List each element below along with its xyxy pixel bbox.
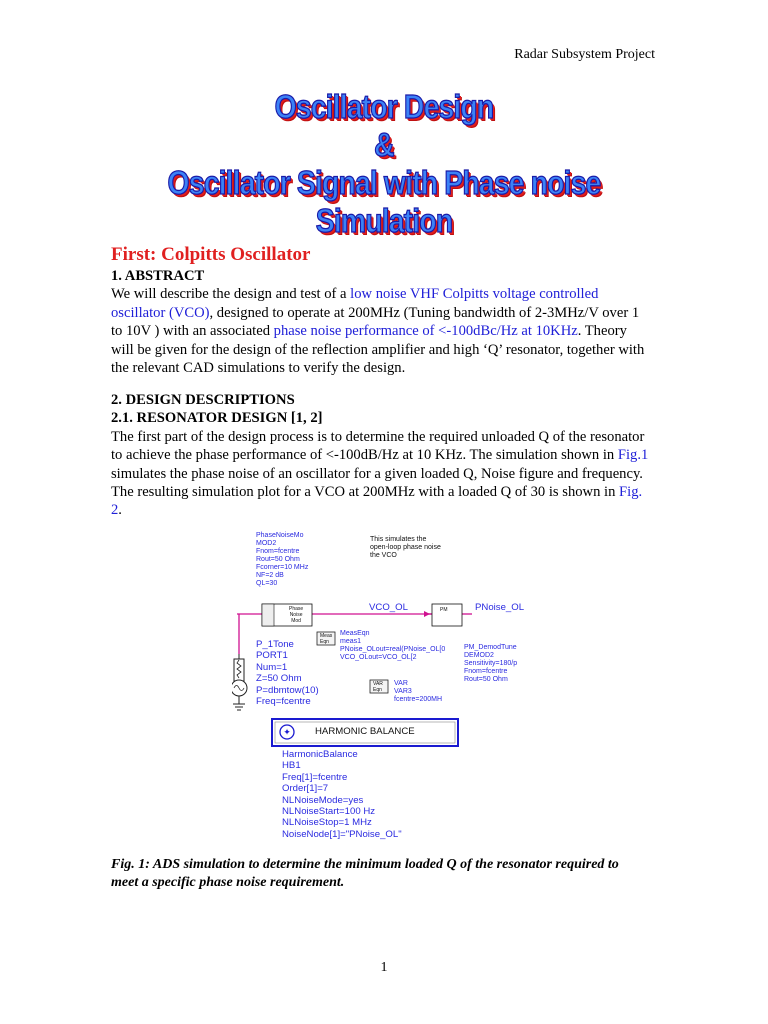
schematic-note: This simulates the open-loop phase noise the VCO xyxy=(370,536,441,559)
harmonic-balance-title: HARMONIC BALANCE xyxy=(315,726,415,737)
abstract-section xyxy=(111,267,651,377)
port-source-params: P_1Tone PORT1 Num=1 Z=50 Ohm P=dbmtow(10) Freq=fcentre xyxy=(256,639,319,708)
fig1-link[interactable]: Fig.1 xyxy=(617,447,649,464)
fig2-link[interactable]: Fig. 2 xyxy=(111,484,643,519)
design-text-3: . xyxy=(118,502,122,519)
title-line-4: Simulation xyxy=(315,202,453,239)
pnoise-ol-node-label: PNoise_OL xyxy=(475,602,525,613)
abstract-heading: 1. ABSTRACT xyxy=(111,268,205,284)
abstract-text-1: We will describe the design and test of a xyxy=(111,286,351,303)
abstract-text-3: . Theory will be given for the design of the reflection amplifier and high ‘Q’ resonator, together with the relevant CAD simulations to verify the design. xyxy=(111,323,645,377)
design-heading: 2. DESIGN DESCRIPTIONS xyxy=(111,392,295,408)
meas-eqn-params: MeasEqn meas1 PNoise_OLout=real(PNoise_OL[0 VCO_OLout=VCO_OL[2 xyxy=(340,630,446,661)
ads-schematic-figure xyxy=(232,532,532,848)
abstract-highlight-vco: low noise VHF Colpitts voltage controlled oscillator (VCO) xyxy=(111,286,599,321)
harmonic-balance-params: HarmonicBalance HB1 Freq[1]=fcentre Order[1]=7 NLNoiseMode=yes NLNoiseStart=100 Hz NLNoiseStop=1 MHz NoiseNode[1]="PNoise_OL" xyxy=(282,749,402,840)
title-line-2: & xyxy=(374,126,394,163)
var-eqn-icon-label: VAR Eqn xyxy=(373,681,383,693)
design-paragraph xyxy=(111,428,651,520)
design-text-2: simulates the phase noise of an oscillator for a given loaded Q, Noise figure and frequency. The resulting simulation plot for a VCO at 200MHz with a loaded Q of 30 is shown in xyxy=(111,465,643,501)
title-line-1: Oscillator Design xyxy=(274,88,494,125)
meas-eqn-icon-label: Meas Eqn xyxy=(320,633,333,645)
abstract-text-2: , designed to operate at 200MHz (Tuning bandwidth of 2-3MHz/V over 1 to 10V ) with an associated xyxy=(111,304,640,340)
title-line-3: Oscillator Signal with Phase noise xyxy=(167,164,601,201)
pm-demod-params: PM_DemodTune DEMOD2 Sensitivity=180/p Fnom=fcentre Rout=50 Ohm xyxy=(464,644,518,683)
document-title xyxy=(0,88,768,240)
abstract-paragraph xyxy=(111,285,651,377)
design-section xyxy=(111,391,651,520)
page-header: Radar Subsystem Project xyxy=(514,47,655,62)
abstract-highlight-phase-noise: phase noise performance of <-100dBc/Hz at 10KHz xyxy=(273,323,578,340)
phase-noise-mod-block-label: Phase Noise Mod xyxy=(289,606,304,624)
vco-ol-node-label: VCO_OL xyxy=(369,602,408,613)
design-text-1: The first part of the design process is to determine the required unloaded Q of the resonator to achieve the phase performance of <-100dB/Hz at 10 KHz. The simulation shown in xyxy=(111,428,645,464)
figure-caption: Fig. 1: ADS simulation to determine the minimum loaded Q of the resonator required to meet a specific phase noise requirement. xyxy=(111,857,619,890)
pm-block-label: PM xyxy=(440,607,448,613)
resonator-subheading: 2.1. RESONATOR DESIGN [1, 2] xyxy=(111,410,323,427)
page-number: 1 xyxy=(380,960,388,975)
phase-noise-mod-params: PhaseNoiseMo MOD2 Fnom=fcentre Rout=50 Ohm Fcorner=10 MHz NF=2 dB QL=30 xyxy=(256,532,309,587)
var-params: VAR VAR3 fcentre=200MH xyxy=(394,680,443,703)
section-title: First: Colpitts Oscillator xyxy=(111,244,311,265)
svg-text:✦: ✦ xyxy=(283,727,291,737)
